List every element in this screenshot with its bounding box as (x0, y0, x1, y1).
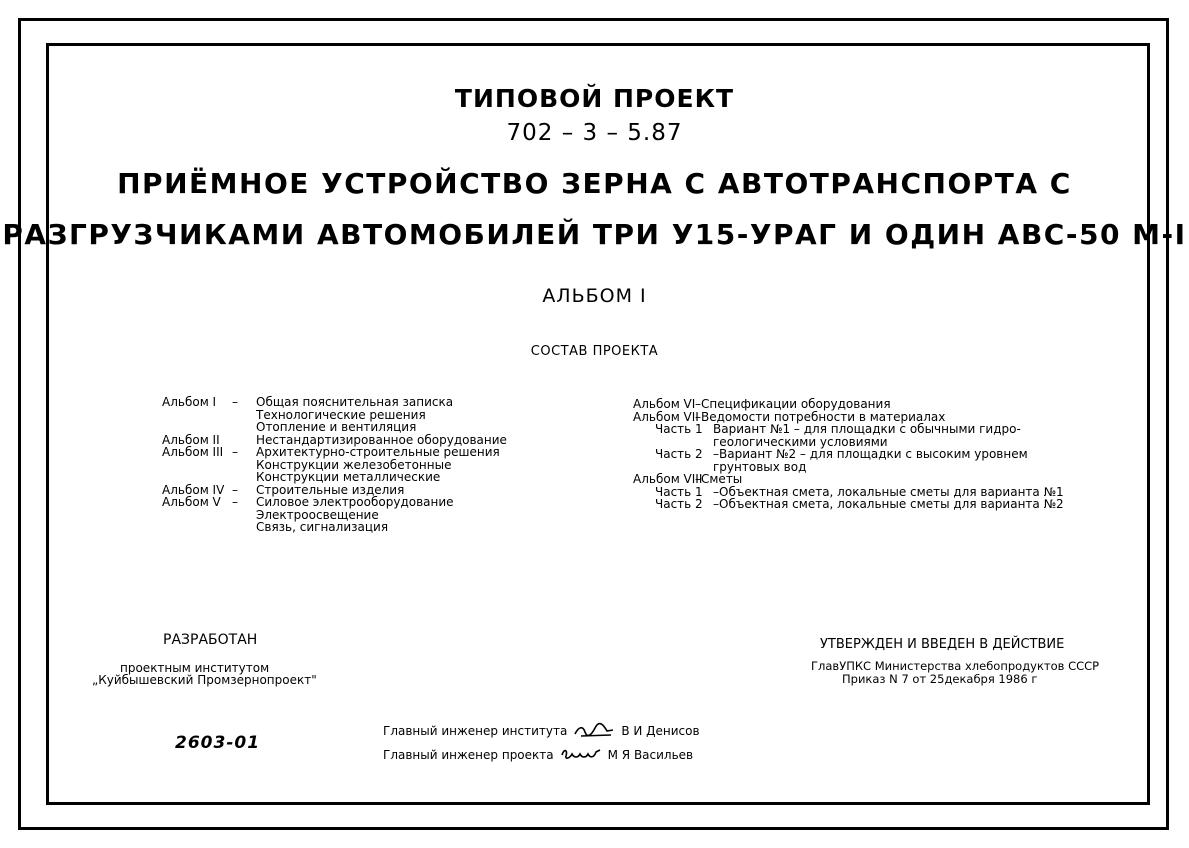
list-item: Альбом III – Архитектурно-строительные решения (162, 445, 500, 459)
signer-name: М Я Васильев (607, 748, 694, 762)
album-number: АЛЬБОМ I (542, 285, 647, 307)
list-item: Альбом II Нестандартизированное оборудование (162, 432, 507, 447)
project-number: 702 – 3 – 5.87 (506, 120, 683, 146)
developer-line2: „Куйбышевский Промзернопроект" (92, 673, 317, 687)
list-item: Часть 1 –Объектная смета, локальные сметы для варианта №1 (655, 484, 1064, 499)
list-item: Альбом V – Силовое электрооборудование (162, 495, 454, 509)
list-item: Отопление и вентиляция (256, 420, 417, 434)
developer-line1: проектным институтом (120, 661, 270, 675)
composition-heading: СОСТАВ ПРОЕКТА (530, 344, 659, 359)
approval-order: Приказ N 7 от 25декабря 1986 г (842, 672, 1038, 686)
handwritten-signature-icon (573, 722, 615, 740)
list-item: Часть 1 Вариант №1 – для площадки с обычными гидро- (655, 422, 1021, 436)
document-code: 2603-01 (175, 733, 261, 753)
list-item: Часть 2 –Объектная смета, локальные сметы для варианта №2 (655, 497, 1064, 511)
developer-label: РАЗРАБОТАН (163, 632, 258, 648)
list-item: Технологические решения (256, 407, 426, 422)
signer-name: В И Денисов (621, 724, 700, 738)
list-item: Связь, сигнализация (256, 520, 389, 534)
project-title-line1: ПРИЁМНОЕ УСТРОЙСТВО ЗЕРНА С АВТОТРАНСПОРТА С (117, 167, 1072, 200)
list-item: Альбом VIII –Сметы (633, 472, 743, 486)
list-item: грунтовых вод (713, 459, 807, 474)
project-type-heading: ТИПОВОЙ ПРОЕКТ (454, 84, 735, 113)
list-item: Альбом VII –Ведомости потребности в материалах (633, 409, 946, 424)
signature-row-project (383, 746, 693, 764)
list-item: Конструкции железобетонные (256, 457, 452, 472)
approval-label: УТВЕРЖДЕН И ВВЕДЕН В ДЕЙСТВИЕ (820, 637, 1065, 652)
list-item: Альбом VI –Спецификации оборудования (633, 397, 891, 411)
signer-title: Главный инженер проекта (383, 748, 554, 762)
list-item: Часть 2 –Вариант №2 – для площадки с высоким уровнем (655, 447, 1028, 461)
list-item: Электроосвещение (256, 507, 379, 522)
list-item: Альбом IV – Строительные изделия (162, 482, 405, 497)
signer-title: Главный инженер института (383, 724, 568, 738)
handwritten-signature-icon (560, 746, 602, 764)
composition-right-list (633, 398, 1064, 511)
signature-row-institute (383, 722, 700, 740)
list-item: Конструкции металлические (256, 470, 441, 484)
list-item: геологическими условиями (713, 434, 888, 449)
approval-authority: ГлавУПКС Министерства хлебопродуктов СССР (811, 659, 1100, 673)
composition-left-list (162, 396, 507, 534)
list-item: Альбом I – Общая пояснительная записка (162, 395, 454, 409)
project-title-line2: РАЗГРУЗЧИКАМИ АВТОМОБИЛЕЙ ТРИ У15-УРАГ И ОДИН АВС-50 М-I (2, 218, 1187, 251)
